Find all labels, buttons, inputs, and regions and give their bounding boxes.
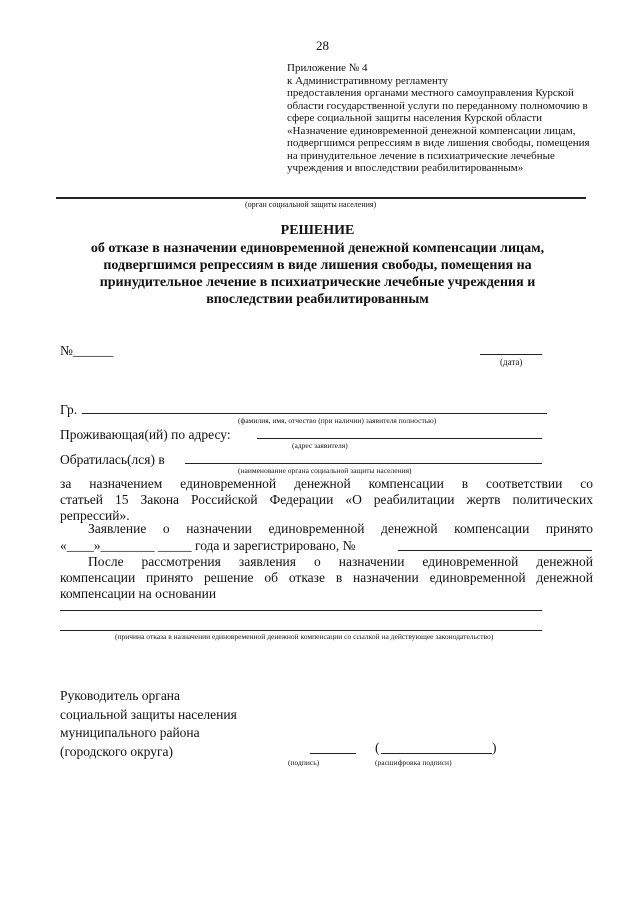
reason-line (60, 610, 542, 611)
body-line: репрессий». (60, 508, 130, 523)
appendix-line: к Административному регламенту (287, 74, 449, 87)
page-number: 28 (316, 38, 329, 53)
appendix-title: Приложение № 4 (287, 62, 368, 74)
address-line (257, 438, 542, 439)
appendix-line: сфере социальной защиты населения Курской области (287, 112, 543, 124)
signature-block (60, 687, 237, 761)
date-line (480, 354, 542, 355)
applied-caption: (наименование органа социальной защиты населения) (238, 466, 412, 475)
address-caption: (адрес заявителя) (292, 441, 348, 450)
number-label: №______ (60, 343, 114, 358)
address-label: Проживающая(ий) по адресу: (60, 427, 231, 442)
signature-line: социальной защиты населения (60, 706, 237, 722)
applied-line (185, 463, 542, 464)
decision-line: принудительное лечение в психиатрические лечебные учреждения и (99, 275, 536, 290)
decode-line (381, 753, 492, 754)
appendix-line: предоставления органами местного самоуправления Курской (287, 87, 574, 99)
appendix-line: области государственной услуги по переданному полномочию в (287, 99, 588, 112)
citizen-line (82, 413, 547, 414)
review-line: После рассмотрения заявления о назначении единовременной денежной (88, 554, 593, 569)
registered-line: «____»________ _____ года и зарегистрировано, № (60, 538, 356, 553)
decode-caption: (расшифровка подписи) (375, 758, 452, 767)
appendix-line: «Назначение единовременной денежной компенсации лицам, (287, 124, 576, 137)
appendix-line: подвергшимся репрессиям в виде лишения свободы, помещения (287, 137, 590, 149)
reason-caption: (причина отказа в назначении единовременной денежной компенсации со ссылкой на действующее законодательство) (115, 632, 494, 641)
decision-line: об отказе в назначении единовременной денежной компенсации лицам, (90, 241, 545, 256)
signature-line: муниципального района (60, 725, 200, 740)
body-line: за назначением единовременной денежной компенсации в соответствии со (60, 476, 593, 491)
citizen-caption: (фамилия, имя, отчество (при наличии) заявителя полностью) (238, 416, 437, 425)
signature-line: Руководитель органа (60, 688, 181, 703)
appendix-block (287, 62, 597, 175)
paren-close: ) (492, 740, 497, 755)
appendix-line: учреждения и впоследствии реабилитированным» (287, 162, 524, 174)
reason-line (60, 630, 542, 631)
review-line: компенсации принято решение об отказе в назначении единовременной денежной (60, 570, 593, 585)
appendix-line: на принудительное лечение в психиатрические лечебные (287, 149, 555, 162)
decision-line: впоследствии реабилитированным (206, 292, 429, 307)
decision-heading: РЕШЕНИЕ (280, 223, 355, 238)
sign-caption: (подпись) (288, 758, 320, 767)
registration-line (398, 550, 592, 551)
review-line: компенсации на основании (60, 586, 217, 601)
statement-line: Заявление о назначении единовременной денежной компенсации принято (88, 521, 593, 536)
citizen-label: Гр. (60, 402, 78, 417)
organ-rule (56, 197, 586, 199)
decision-line: подвергшимся репрессиям в виде лишения свободы, помещения на (103, 258, 532, 273)
organ-caption: (орган социальной защиты населения) (245, 200, 377, 209)
date-caption: (дата) (500, 357, 523, 367)
signature-line: (городского округа) (60, 743, 174, 759)
paren-open: ( (375, 740, 380, 755)
applied-label: Обратилась(лся) в (60, 452, 165, 467)
sign-line (310, 753, 356, 754)
body-line: статьей 15 Закона Российской Федерации «О реабилитации жертв политических (60, 492, 593, 507)
